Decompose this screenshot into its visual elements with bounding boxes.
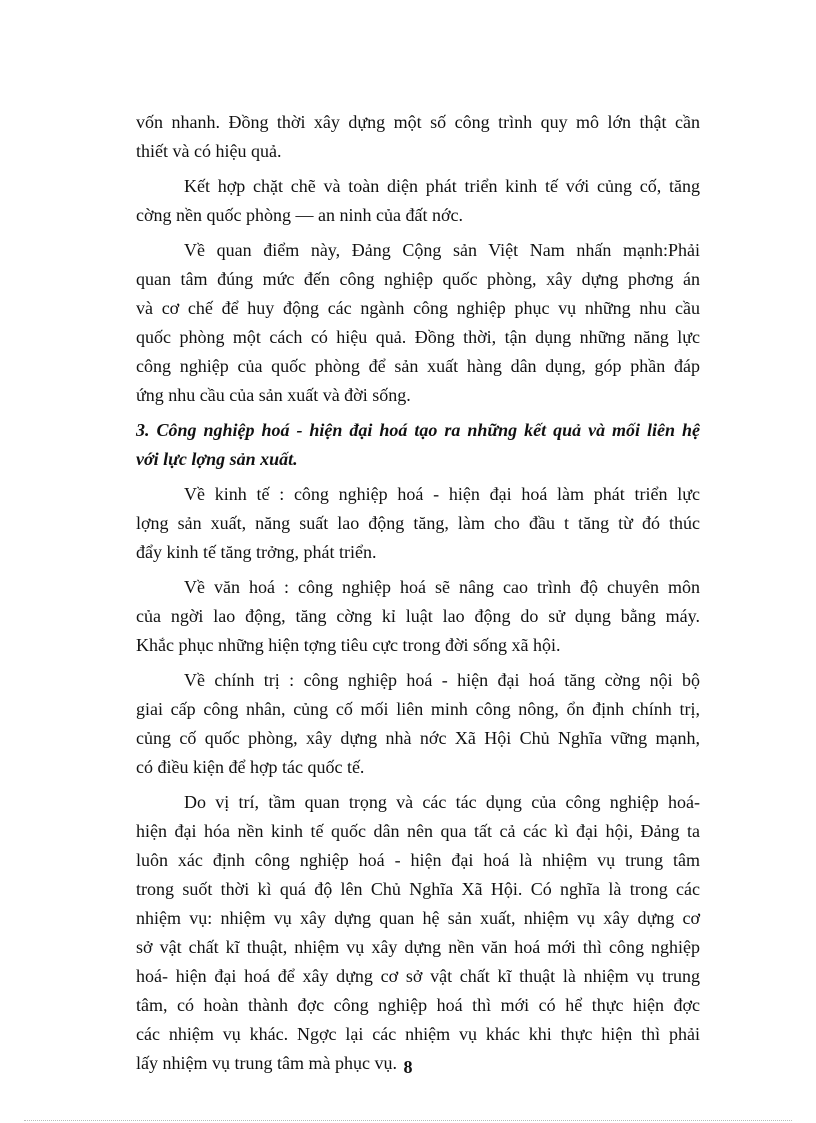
section-heading: với lực lợng sản xuất. bbox=[136, 449, 298, 469]
text-line: thiết và có hiệu quả. bbox=[136, 141, 282, 161]
page-number: 8 bbox=[403, 1057, 413, 1077]
text-line: Do vị trí, tầm quan trọng và các tác dụng của công nghiệp hoá- bbox=[184, 792, 700, 812]
text-line: Khắc phục những hiện tợng tiêu cực trong đời sống xã hội. bbox=[136, 635, 561, 655]
text-line: và cơ chế để huy động các ngành công nghiệp phục vụ những nhu cầu bbox=[136, 298, 700, 318]
text-line: luôn xác định công nghiệp hoá - hiện đại hoá là nhiệm vụ trung tâm bbox=[136, 850, 700, 870]
text-line: Về kinh tế : công nghiệp hoá - hiện đại hoá làm phát triển lực bbox=[184, 484, 700, 504]
text-line: Kết hợp chặt chẽ và toàn diện phát triển kinh tế với củng cố, tăng bbox=[184, 176, 700, 196]
page-bottom-divider bbox=[24, 1120, 792, 1121]
text-line: quan tâm đúng mức đến công nghiệp quốc phòng, xây dựng phơng án bbox=[136, 269, 700, 289]
text-line: giai cấp công nhân, củng cố mối liên minh công nông, ổn định chính trị, bbox=[136, 699, 700, 719]
text-line: Về quan điểm này, Đảng Cộng sản Việt Nam nhấn mạnh:Phải bbox=[184, 240, 700, 260]
text-line: của ngời lao động, tăng cờng kỉ luật lao động do sử dụng bằng máy. bbox=[136, 606, 700, 626]
section-heading: 3. Công nghiệp hoá - hiện đại hoá tạo ra những kết quả và mối liên hệ bbox=[136, 420, 700, 440]
text-line: vốn nhanh. Đồng thời xây dựng một số công trình quy mô lớn thật cần bbox=[136, 112, 700, 132]
text-line: cờng nền quốc phòng — an ninh của đất nớc. bbox=[136, 205, 463, 225]
text-line: các nhiệm vụ khác. Ngợc lại các nhiệm vụ khác khi thực hiện thì phải bbox=[136, 1024, 700, 1044]
text-line: có điều kiện để hợp tác quốc tế. bbox=[136, 757, 365, 777]
text-line: quốc phòng một cách có hiệu quả. Đồng thời, tận dụng những năng lực bbox=[136, 327, 700, 347]
text-line: Về văn hoá : công nghiệp hoá sẽ nâng cao trình độ chuyên môn bbox=[184, 577, 700, 597]
text-line: sở vật chất kĩ thuật, nhiệm vụ xây dựng nền văn hoá mới thì công nghiệp bbox=[136, 937, 700, 957]
text-line: đẩy kinh tế tăng trởng, phát triển. bbox=[136, 542, 377, 562]
text-line: hoá- hiện đại hoá để xây dựng cơ sở vật chất kĩ thuật là nhiệm vụ trung bbox=[136, 966, 700, 986]
text-line: Về chính trị : công nghiệp hoá - hiện đại hoá tăng cờng nội bộ bbox=[184, 670, 700, 690]
text-line: lợng sản xuất, năng suất lao động tăng, làm cho đầu t tăng từ đó thúc bbox=[136, 513, 700, 533]
text-line: công nghiệp của quốc phòng để sản xuất hàng dân dụng, góp phần đáp bbox=[136, 356, 700, 376]
text-line: nhiệm vụ: nhiệm vụ xây dựng quan hệ sản xuất, nhiệm vụ xây dựng cơ bbox=[136, 908, 700, 928]
text-line: trong suốt thời kì quá độ lên Chủ Nghĩa Xã Hội. Có nghĩa là trong các bbox=[136, 879, 700, 899]
text-line: ứng nhu cầu của sản xuất và đời sống. bbox=[136, 385, 411, 405]
text-line: tâm, có hoàn thành đợc công nghiệp hoá thì mới có hể thực hiện đợc bbox=[136, 995, 700, 1015]
text-line: hiện đại hóa nền kinh tế quốc dân nên qua tất cả các kì đại hội, Đảng ta bbox=[136, 821, 700, 841]
text-line: lấy nhiệm vụ trung tâm mà phục vụ. bbox=[136, 1053, 397, 1073]
text-line: củng cố quốc phòng, xây dựng nhà nớc Xã Hội Chủ Nghĩa vững mạnh, bbox=[136, 728, 700, 748]
